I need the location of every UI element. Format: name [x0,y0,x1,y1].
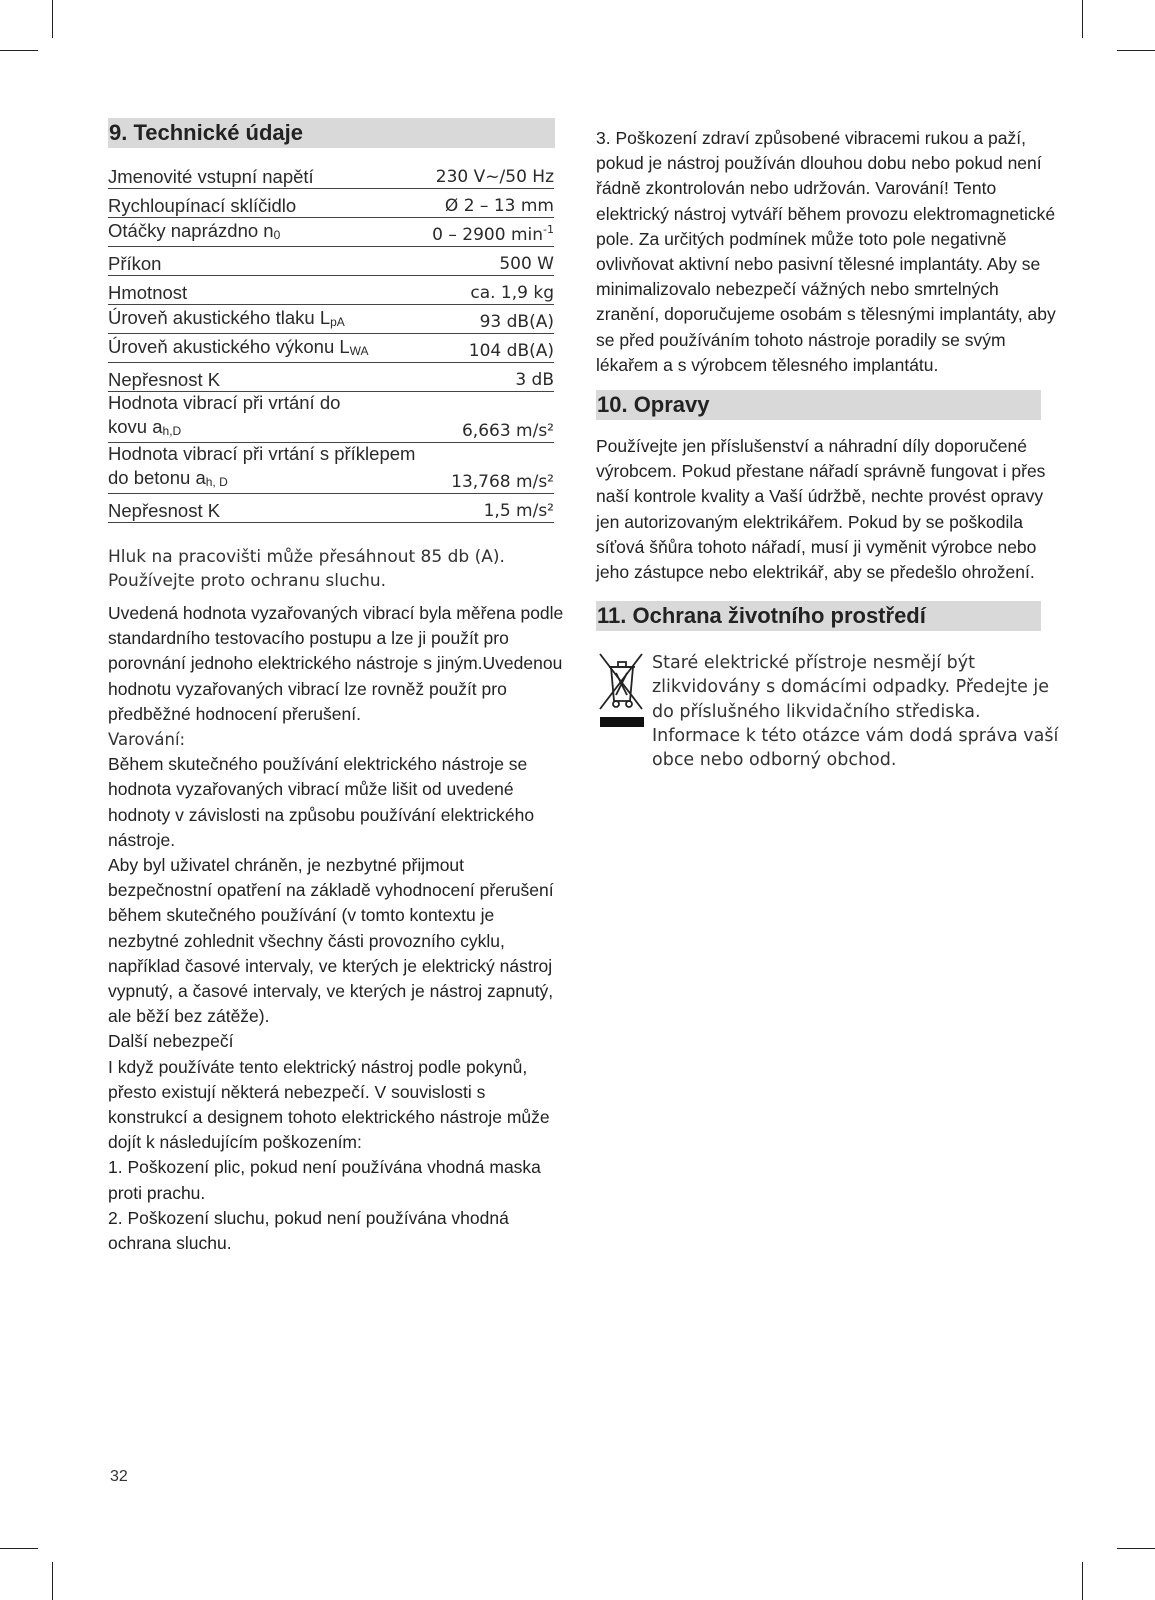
spec-value [427,392,554,415]
spec-row [108,305,554,334]
crop-mark [0,1548,38,1549]
left-column [108,118,578,1256]
section-9-heading: 9. Technické údaje [108,118,555,148]
crossed-out-wheelie-bin-icon [598,651,646,731]
noise-note: Hluk na pracovišti může přesáhnout 85 db (A). Používejte proto ochranu sluchu. [108,547,505,591]
spec-label: Úroveň akustického tlaku $L_{pA}$ [108,305,427,334]
paragraph: Aby byl uživatel chráněn, je nezbytné přijmout bezpečnostní opatření na základě vyhodnocení přerušení během skutečného používání (v tomto kontextu je nezbytné zohlednit všechny části provozního cyklu, například časové intervaly, ve kterých je elektrický nástroj vypnutý, a časové intervaly, ve kterých je nástroj zapnutý, ale běží bez zátěže). [108,855,554,1027]
spec-row [108,494,554,523]
spec-label: Nepřesnost K [108,363,427,392]
spec-row [108,465,554,494]
paragraph: 1. Poškození plic, pokud není používána vhodná maska proti prachu. [108,1157,541,1203]
spec-row [108,363,554,392]
spec-label: Otáčky naprázdno $n_0$ [108,218,427,247]
spec-row [108,392,554,415]
crop-mark [52,1562,53,1600]
crop-mark [1117,50,1155,51]
crop-mark [0,50,38,51]
spec-label: Hodnota vibrací při vrtání s příklepem [108,443,416,464]
spec-value: 6,663 m/s² [427,414,554,443]
environment-block [596,651,1066,801]
spec-row [108,247,554,276]
spec-row [108,334,554,363]
spec-value: 93 dB(A) [427,305,554,334]
spec-row [108,218,554,247]
crop-mark [1117,1548,1155,1549]
spec-label: Příkon [108,247,427,276]
section-9-body [108,601,578,1256]
environment-text: Staré elektrické přístroje nesmějí být zlikvidovány s domácími odpadky. Předejte je do příslušného likvidačního střediska. Informace k této otázce vám dodá správa vaší obce nebo odborný obchod. [652,653,1059,771]
spec-label: Nepřesnost K [108,494,427,523]
spec-value: 3 dB [427,363,554,392]
spec-row [108,443,554,466]
spec-table [108,160,554,523]
spec-label: Úroveň akustického výkonu $L_{WA}$ [108,334,427,363]
paragraph: Uvedená hodnota vyzařovaných vibrací byla měřena podle standardního testovacího postupu a lze ji použít pro porovnání jednoho elektrického nástroje s jiným.Uvedenou hodnotu vyzařovaných vibrací lze rovněž použít pro předběžné hodnocení přerušení. [108,603,564,724]
intro-paragraph: 3. Poškození zdraví způsobené vibracemi rukou a paží, pokud je nástroj používán dlouhou dobu nebo pokud není řádně zkontrolován nebo udržován. Varování! Tento elektrický nástroj vytváří během provozu elektromagnetické pole. Za určitých podmínek může toto pole negativně ovlivňovat aktivní nebo pasivní tělesné implantáty. Aby se minimalizovalo nebezpečí vážných nebo smrtelných zranění, doporučujeme osobám s tělesnými implantáty, aby se před používáním tohoto nástroje poradily se svým lékařem a s výrobcem tělesného implantátu. [596,128,1056,375]
crop-mark [52,0,53,38]
paragraph: Další nebezpečí [108,1031,234,1052]
right-column [596,126,1066,801]
spec-value: 104 dB(A) [427,334,554,363]
spec-value: ca. 1,9 kg [427,276,554,305]
page-number: 32 [110,1468,128,1485]
spec-label: do betonu $a_{h, D}$ [108,465,427,494]
paragraph: Varování: [108,730,186,750]
spec-row [108,160,554,189]
section-11-heading: 11. Ochrana životního prostředí [596,601,1041,631]
spec-value: 13,768 m/s² [427,465,554,494]
spec-value: 230 V~/50 Hz [427,160,554,189]
spec-value [427,443,554,466]
paragraph: 2. Poškození sluchu, pokud není používána vhodná ochrana sluchu. [108,1207,509,1254]
spec-label: kovu $a_{h,D}$ [108,414,427,443]
section-10-heading: 10. Opravy [596,390,1041,420]
spec-value: 0 – 2900 $\min^{-1}$ [427,218,554,247]
spec-row [108,414,554,443]
paragraph: Během skutečného používání elektrického nástroje se hodnota vyzařovaných vibrací může lišit od uvedené hodnoty v závislosti na způsobu používání elektrického nástroje. [108,754,535,850]
spec-value: Ø 2 – 13 mm [427,189,554,218]
crop-mark [1082,1562,1083,1600]
paragraph: I když používáte tento elektrický nástroj podle pokynů, přesto existují některá nebezpečí. V souvislosti s konstrukcí a designem tohoto elektrického nástroje může dojít k následujícím poškozením: [108,1056,550,1153]
spec-row [108,189,554,218]
spec-label: Rychloupínací sklíčidlo [108,189,427,218]
spec-value: 500 W [427,247,554,276]
spec-label: Jmenovité vstupní napětí [108,160,427,189]
crop-mark [1082,0,1083,38]
spec-row [108,276,554,305]
repairs-paragraph: Používejte jen příslušenství a náhradní díly doporučené výrobcem. Pokud přestane nářadí správně fungovat i přes naší kontrole kvality a Vaší údržbě, nechte provést opravy jen autorizovaným elektrikářem. Pokud by se poškodila síťová šňůra tohoto nářadí, musí ji vyměnit výrobce nebo jeho zástupce nebo elektrikář, aby se předešlo ohrožení. [596,436,1046,583]
spec-label: Hmotnost [108,276,427,305]
spec-label: Hodnota vibrací při vrtání do [108,392,341,413]
spec-value: 1,5 m/s² [427,494,554,523]
